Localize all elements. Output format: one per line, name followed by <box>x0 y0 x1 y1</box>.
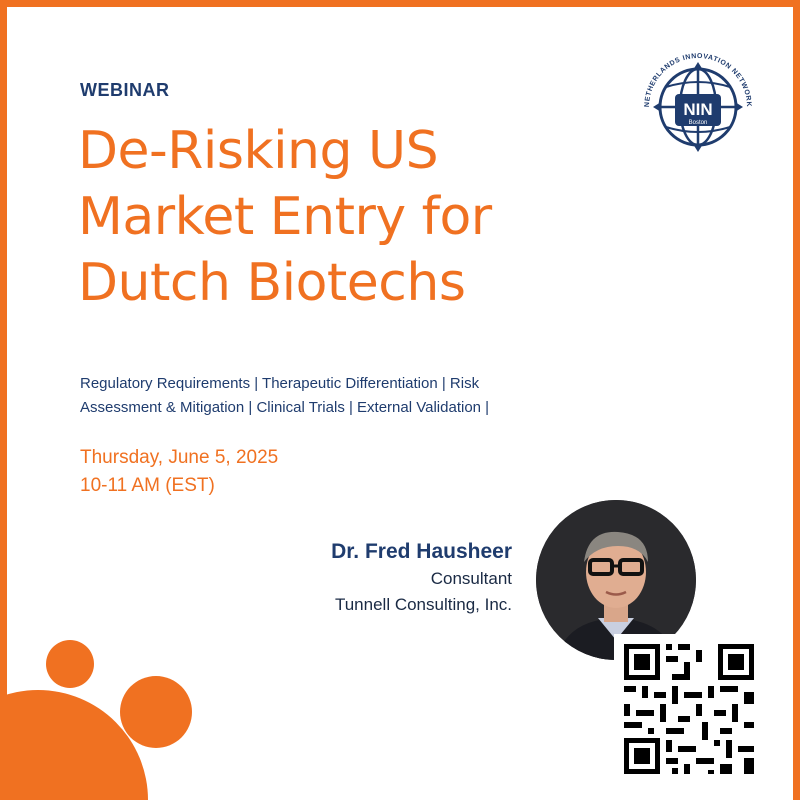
speaker-name: Dr. Fred Hausheer <box>331 540 512 563</box>
event-datetime <box>80 444 278 500</box>
globe-logo-icon <box>633 42 763 172</box>
logo-abbr: NIN <box>683 100 713 119</box>
title-line: De-Risking US <box>78 121 439 181</box>
qr-code-icon[interactable] <box>614 634 764 784</box>
speaker-block <box>331 538 512 618</box>
event-type-label: WEBINAR <box>80 80 170 100</box>
title-line: Dutch Biotechs <box>78 253 466 313</box>
speaker-organization: Tunnell Consulting, Inc. <box>334 595 512 614</box>
title-line: Market Entry for <box>78 187 492 247</box>
event-time: 10-11 AM (EST) <box>80 475 215 496</box>
event-date: Thursday, June 5, 2025 <box>80 447 279 468</box>
decorative-circle-medium <box>120 676 192 748</box>
topics-line: Regulatory Requirements | Therapeutic Differentiation | Risk <box>80 375 480 392</box>
decorative-circle-small <box>46 640 94 688</box>
speaker-role: Consultant <box>430 569 512 588</box>
topics-line: Assessment & Mitigation | Clinical Trials | External Validation | <box>80 399 490 416</box>
topics-list <box>80 372 550 420</box>
logo-ring-text: NETHERLANDS INNOVATION NETWORK <box>643 52 753 108</box>
logo-city: Boston <box>688 120 708 126</box>
webinar-title <box>78 118 638 316</box>
